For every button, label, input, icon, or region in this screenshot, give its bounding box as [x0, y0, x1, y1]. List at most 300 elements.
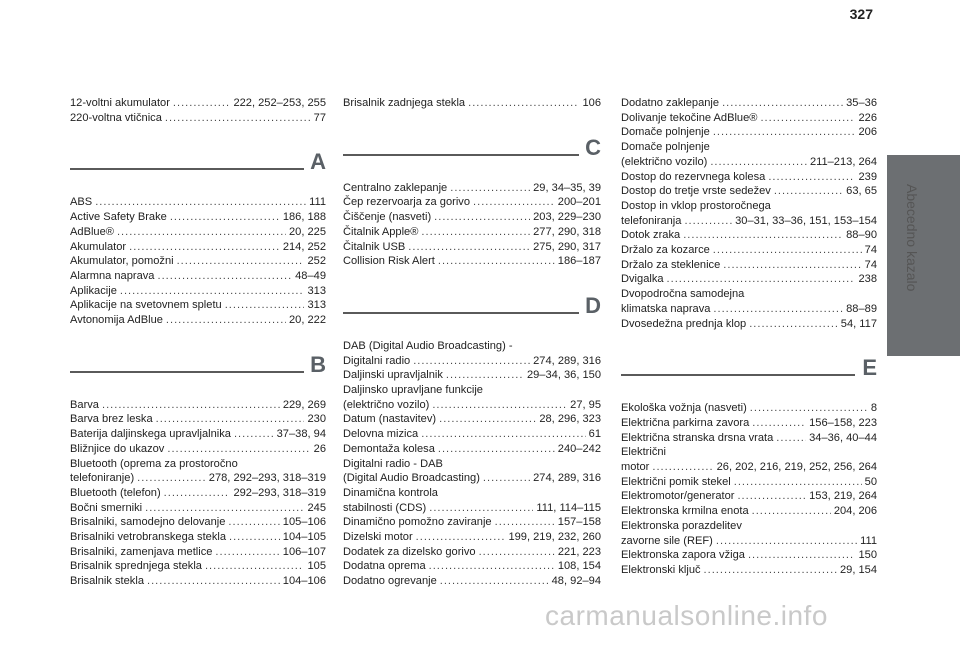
- index-entry: [70, 427, 326, 442]
- entry-pages: 239: [858, 170, 877, 183]
- index-entry: [621, 431, 877, 446]
- entry-text: Dostop do rezervnega kolesa: [621, 170, 766, 183]
- entry-text: (električno vozilo): [343, 398, 430, 411]
- index-entry-line: [70, 574, 326, 589]
- dot-leader: [722, 96, 843, 111]
- index-entry-line: [621, 445, 877, 460]
- entry-text: Električna parkirna zavora: [621, 416, 750, 429]
- entry-text: Digitalni radio - DAB: [343, 457, 443, 470]
- index-entry-line: [343, 195, 601, 210]
- dot-leader: [652, 460, 713, 475]
- entry-pages: 156–158, 223: [809, 416, 877, 429]
- index-entry: [343, 442, 601, 457]
- index-entry-line: [621, 287, 877, 302]
- entry-text: Alarmna naprava: [70, 269, 155, 282]
- index-entry: [343, 210, 601, 225]
- index-entry-line: [343, 254, 601, 269]
- index-entry-line: [70, 545, 326, 560]
- dot-leader: [177, 254, 305, 269]
- entry-pages: 186–187: [557, 255, 601, 268]
- entry-text: Dostop in vklop prostoročnega: [621, 199, 771, 212]
- dot-leader: [750, 401, 868, 416]
- dot-leader: [421, 225, 530, 240]
- index-entry: [621, 243, 877, 258]
- dot-leader: [667, 272, 856, 287]
- index-entry: [621, 258, 877, 273]
- entry-text: Bočni smerniki: [70, 501, 143, 514]
- dot-leader: [157, 269, 292, 284]
- dot-leader: [215, 545, 279, 560]
- index-entry-line: [621, 155, 877, 170]
- index-entry-line: [343, 545, 601, 560]
- entry-text: Električni pomik stekel: [621, 475, 731, 488]
- dot-leader: [429, 559, 555, 574]
- section-divider: [343, 312, 579, 314]
- index-entry-line: [621, 125, 877, 140]
- dot-leader: [167, 442, 310, 457]
- index-entry-line: [70, 195, 326, 210]
- entry-pages: 26: [313, 442, 326, 455]
- entry-pages: 29–34, 36, 150: [526, 369, 601, 382]
- entry-text: Elektronski ključ: [621, 563, 701, 576]
- section-divider: [621, 374, 855, 376]
- index-entry-line: [70, 412, 326, 427]
- entry-text: Električni: [621, 446, 667, 459]
- index-entry: [343, 427, 601, 442]
- entry-text: Ekološka vožnja (nasveti): [621, 402, 747, 415]
- index-entry: [70, 398, 326, 413]
- index-entry-line: [343, 339, 601, 354]
- dot-leader: [205, 559, 305, 574]
- index-entry: [70, 313, 326, 328]
- index-entry-line: [70, 559, 326, 574]
- dot-leader: [408, 240, 530, 255]
- entry-text: Dotok zraka: [621, 229, 681, 242]
- entry-text: telefoniranja: [621, 214, 682, 227]
- index-entry: [343, 574, 601, 589]
- index-entry: [621, 401, 877, 416]
- entry-pages: 274, 289, 316: [533, 472, 601, 485]
- entry-text: Elektronska zapora vžiga: [621, 549, 745, 562]
- entry-text: Brisalnik zadnjega stekla: [343, 97, 466, 109]
- index-entry-line: [621, 317, 877, 332]
- index-entry: [343, 515, 601, 530]
- entry-text: Brisalniki vetrobranskega stekla: [70, 531, 227, 544]
- entry-pages: 106–107: [282, 545, 326, 558]
- entry-text: 12-voltni akumulator: [70, 97, 170, 109]
- index-entry-line: [621, 302, 877, 317]
- index-entry: [343, 530, 601, 545]
- index-entry: [70, 284, 326, 299]
- index-entry: [621, 563, 877, 578]
- dot-leader: [145, 501, 304, 516]
- dot-leader: [683, 228, 843, 243]
- index-entry-line: [70, 210, 326, 225]
- entry-pages: 35–36: [846, 97, 877, 109]
- entry-text: Demontaža kolesa: [343, 442, 435, 455]
- dot-leader: [723, 258, 861, 273]
- index-entry: [70, 515, 326, 530]
- index-entry: [70, 501, 326, 516]
- entry-text: Daljinski upravljalnik: [343, 369, 443, 382]
- entry-pages: 203, 229–230: [533, 211, 601, 224]
- entry-text: Brisalniki, samodejno delovanje: [70, 516, 226, 529]
- entry-pages: 222, 252–253, 255: [233, 97, 326, 109]
- dot-leader: [479, 545, 555, 560]
- index-entry-line: [621, 258, 877, 273]
- index-entry-line: [343, 240, 601, 255]
- section-letter: E: [862, 355, 877, 381]
- dot-leader: [166, 313, 286, 328]
- index-entry: [343, 240, 601, 255]
- index-entry-line: [70, 530, 326, 545]
- index-entry-line: [343, 574, 601, 589]
- dot-leader: [228, 515, 279, 530]
- index-entry: [343, 181, 601, 196]
- entry-text: 220-voltna vtičnica: [70, 111, 162, 124]
- dot-leader: [137, 471, 206, 486]
- entry-pages: 105: [307, 560, 326, 573]
- entry-text: Elektronska porazdelitev: [621, 519, 742, 532]
- index-entry-line: [621, 475, 877, 490]
- entry-text: Dvopodročna samodejna: [621, 288, 745, 301]
- index-entry: [343, 96, 601, 111]
- section-letter: C: [585, 134, 601, 160]
- dot-leader: [438, 442, 555, 457]
- chapter-title: Abecedno kazalo: [904, 184, 920, 292]
- entry-text: Držalo za kozarce: [621, 244, 710, 257]
- index-entry: [70, 111, 326, 126]
- entry-text: Akumulator, pomožni: [70, 255, 174, 268]
- index-entry-line: [621, 199, 877, 214]
- index-column-2: [343, 96, 601, 589]
- entry-text: Brisalniki, zamenjava metlice: [70, 545, 213, 558]
- entry-pages: 211–213, 264: [809, 155, 877, 168]
- entry-pages: 74: [864, 258, 877, 271]
- dot-leader: [748, 548, 856, 563]
- dot-leader: [468, 96, 579, 111]
- entry-text: AdBlue®: [70, 225, 114, 238]
- index-entry-line: [343, 427, 601, 442]
- entry-pages: 150: [858, 549, 877, 562]
- entry-pages: 278, 292–293, 318–319: [208, 472, 326, 485]
- index-entry-line: [70, 269, 326, 284]
- dot-leader: [225, 298, 305, 313]
- index-entry-line: [343, 210, 601, 225]
- index-entry: [621, 489, 877, 504]
- dot-leader: [684, 214, 732, 229]
- entry-text: Držalo za steklenice: [621, 258, 721, 271]
- entry-pages: 88–89: [846, 302, 877, 315]
- entry-pages: 29, 34–35, 39: [533, 181, 601, 194]
- dot-leader: [713, 243, 862, 258]
- dot-leader: [713, 125, 856, 140]
- entry-pages: 104–106: [282, 575, 326, 588]
- dot-leader: [173, 96, 231, 111]
- index-entry-line: [621, 272, 877, 287]
- entry-pages: 74: [864, 244, 877, 257]
- dot-leader: [716, 534, 857, 549]
- dot-leader: [495, 515, 555, 530]
- index-entry-line: [343, 225, 601, 240]
- index-entry-line: [621, 214, 877, 229]
- index-entry-line: [70, 225, 326, 240]
- index-column-3: [621, 96, 877, 578]
- dot-leader: [446, 368, 524, 383]
- entry-text: Dostop do tretje vrste sedežev: [621, 185, 771, 198]
- index-entry-line: [343, 412, 601, 427]
- index-entry-line: [343, 457, 601, 472]
- index-entry-line: [621, 140, 877, 155]
- index-entry: [70, 442, 326, 457]
- index-entry-line: [621, 563, 877, 578]
- entry-pages: 230: [307, 413, 326, 426]
- entry-text: Čitalnik USB: [343, 240, 406, 253]
- entry-pages: 27, 95: [570, 398, 601, 411]
- dot-leader: [229, 530, 280, 545]
- index-entry-line: [343, 354, 601, 369]
- entry-text: Digitalni radio: [343, 354, 411, 367]
- dot-leader: [438, 254, 555, 269]
- dot-leader: [768, 170, 855, 185]
- entry-text: Dodatna oprema: [343, 560, 426, 573]
- index-entry: [70, 559, 326, 574]
- entry-text: Domače polnjenje: [621, 141, 710, 154]
- entry-pages: 88–90: [846, 229, 877, 242]
- index-entry-line: [343, 471, 601, 486]
- index-entry-line: [70, 442, 326, 457]
- entry-pages: 108, 154: [557, 560, 601, 573]
- index-entry: [621, 140, 877, 169]
- section-header-c: [343, 135, 601, 175]
- entry-pages: 206: [858, 126, 877, 139]
- index-entry: [621, 519, 877, 548]
- index-entry: [70, 225, 326, 240]
- index-entry: [70, 195, 326, 210]
- entry-text: Baterija daljinskega upravljalnika: [70, 428, 231, 441]
- entry-pages: 63, 65: [846, 185, 877, 198]
- entry-pages: 111: [860, 534, 877, 547]
- entry-text: klimatska naprava: [621, 302, 711, 315]
- entry-text: Dvigalka: [621, 273, 664, 286]
- index-entry-line: [621, 111, 877, 126]
- entry-text: Avtonomija AdBlue: [70, 314, 163, 327]
- entry-text: Bližnjice do ukazov: [70, 442, 165, 455]
- index-entry-line: [70, 501, 326, 516]
- entry-text: Elektronska krmilna enota: [621, 505, 749, 518]
- entry-pages: 153, 219, 264: [809, 490, 877, 503]
- entry-text: Dodatno zaklepanje: [621, 97, 720, 109]
- entry-text: Dizelski motor: [343, 531, 413, 544]
- dot-leader: [752, 504, 831, 519]
- entry-text: (električno vozilo): [621, 155, 708, 168]
- entry-pages: 37–38, 94: [276, 428, 326, 441]
- dot-leader: [760, 111, 855, 126]
- entry-pages: 245: [307, 501, 326, 514]
- section-header-e: [621, 355, 877, 395]
- entry-text: Dvosedežna prednja klop: [621, 317, 747, 330]
- index-entry: [621, 287, 877, 316]
- index-entry-line: [621, 460, 877, 475]
- entry-text: Bluetooth (oprema za prostoročno: [70, 457, 238, 470]
- dot-leader: [147, 574, 280, 589]
- entry-text: telefoniranje): [70, 472, 135, 485]
- index-entry-line: [621, 416, 877, 431]
- dot-leader: [737, 489, 806, 504]
- entry-text: Delovna mizica: [343, 428, 419, 441]
- index-entry-line: [621, 96, 877, 111]
- entry-text: Dinamično pomožno zaviranje: [343, 516, 492, 529]
- section-divider: [343, 154, 579, 156]
- index-column-1: [70, 96, 326, 589]
- section-header-b: [70, 352, 326, 392]
- index-entry-line: [70, 457, 326, 472]
- entry-pages: 111: [309, 196, 326, 209]
- dot-leader: [450, 181, 530, 196]
- entry-text: Barva brez leska: [70, 413, 153, 426]
- index-entry-line: [343, 501, 601, 516]
- index-entry: [621, 416, 877, 431]
- index-entry: [343, 368, 601, 383]
- dot-leader: [704, 563, 837, 578]
- index-entry: [621, 445, 877, 474]
- entry-text: Datum (nastavitev): [343, 413, 437, 426]
- dot-leader: [774, 184, 843, 199]
- dot-leader: [164, 486, 231, 501]
- entry-pages: 104–105: [282, 531, 326, 544]
- section-divider: [70, 371, 304, 373]
- entry-pages: 252: [307, 255, 326, 268]
- index-entry: [70, 269, 326, 284]
- entry-pages: 77: [313, 111, 326, 124]
- index-entry: [70, 298, 326, 313]
- entry-pages: 238: [858, 273, 877, 286]
- entry-pages: 199, 219, 232, 260: [508, 531, 601, 544]
- section-header-a: [70, 149, 326, 189]
- index-entry: [70, 486, 326, 501]
- watermark: carmanualsonline.info: [545, 600, 828, 631]
- entry-text: Active Safety Brake: [70, 211, 167, 224]
- index-entry: [70, 412, 326, 427]
- index-entry: [70, 210, 326, 225]
- entry-pages: 105–106: [282, 516, 326, 529]
- index-entry-line: [343, 383, 601, 398]
- dot-leader: [439, 412, 536, 427]
- entry-pages: 61: [588, 428, 601, 441]
- index-entry-line: [621, 504, 877, 519]
- dot-leader: [234, 427, 274, 442]
- index-entry: [621, 184, 877, 199]
- index-entry: [343, 195, 601, 210]
- dot-leader: [749, 317, 838, 332]
- index-entry-line: [70, 515, 326, 530]
- dot-leader: [117, 225, 286, 240]
- entry-pages: 26, 202, 216, 219, 252, 256, 264: [716, 461, 877, 474]
- index-entry-line: [70, 471, 326, 486]
- entry-text: stabilnosti (CDS): [343, 501, 427, 514]
- index-entry-line: [343, 181, 601, 196]
- entry-text: Brisalnik sprednjega stekla: [70, 560, 202, 573]
- index-entry-line: [70, 96, 326, 111]
- dot-leader: [483, 471, 530, 486]
- entry-pages: 186, 188: [282, 211, 326, 224]
- index-entry-line: [343, 559, 601, 574]
- entry-pages: 34–36, 40–44: [809, 431, 877, 444]
- index-entry-line: [343, 398, 601, 413]
- entry-pages: 214, 252: [282, 240, 326, 253]
- index-entry: [621, 475, 877, 490]
- entry-pages: 157–158: [557, 516, 601, 529]
- index-entry: [621, 548, 877, 563]
- index-entry-line: [343, 530, 601, 545]
- entry-text: Collision Risk Alert: [343, 255, 435, 268]
- index-entry: [343, 545, 601, 560]
- index-entry-line: [343, 442, 601, 457]
- entry-pages: 229, 269: [282, 398, 326, 411]
- section-letter: A: [310, 149, 326, 175]
- entry-text: Čitalnik Apple®: [343, 225, 419, 238]
- dot-leader: [432, 398, 567, 413]
- index-entry-line: [343, 515, 601, 530]
- dot-leader: [434, 210, 530, 225]
- index-entry: [343, 559, 601, 574]
- entry-pages: 30–31, 33–36, 151, 153–154: [735, 214, 877, 227]
- index-entry: [70, 96, 326, 111]
- dot-leader: [473, 195, 555, 210]
- index-entry-line: [621, 243, 877, 258]
- entry-text: zavorne sile (REF): [621, 534, 713, 547]
- index-entry-line: [343, 96, 601, 111]
- entry-text: Čiščenje (nasveti): [343, 211, 432, 224]
- dot-leader: [416, 530, 506, 545]
- dot-leader: [710, 155, 807, 170]
- index-entry: [621, 199, 877, 228]
- index-entry: [343, 412, 601, 427]
- entry-text: Bluetooth (telefon): [70, 486, 161, 499]
- entry-text: Daljinsko upravljane funkcije: [343, 384, 483, 397]
- index-entry-line: [343, 486, 601, 501]
- entry-text: motor: [621, 461, 650, 474]
- entry-pages: 274, 289, 316: [533, 354, 601, 367]
- entry-text: Električna stranska drsna vrata: [621, 431, 774, 444]
- index-entry: [621, 96, 877, 111]
- entry-pages: 48–49: [295, 269, 326, 282]
- entry-pages: 29, 154: [839, 563, 877, 576]
- entry-text: Centralno zaklepanje: [343, 181, 448, 194]
- entry-pages: 20, 225: [288, 225, 326, 238]
- entry-text: DAB (Digital Audio Broadcasting) -: [343, 339, 513, 352]
- dot-leader: [102, 398, 280, 413]
- entry-text: Domače polnjenje: [621, 126, 710, 139]
- entry-pages: 240–242: [557, 442, 601, 455]
- entry-text: (Digital Audio Broadcasting): [343, 472, 480, 485]
- entry-pages: 226: [858, 111, 877, 124]
- entry-text: Dodatek za dizelsko gorivo: [343, 545, 476, 558]
- index-entry-line: [621, 489, 877, 504]
- entry-pages: 106: [582, 97, 601, 109]
- entry-text: Aplikacije: [70, 284, 117, 297]
- index-entry-line: [70, 298, 326, 313]
- index-entry-line: [621, 170, 877, 185]
- entry-pages: 204, 206: [833, 505, 877, 518]
- index-entry: [343, 383, 601, 412]
- entry-pages: 28, 296, 323: [539, 413, 601, 426]
- section-letter: B: [310, 351, 326, 377]
- section-letter: D: [585, 292, 601, 318]
- dot-leader: [170, 210, 280, 225]
- entry-pages: 20, 222: [288, 314, 326, 327]
- entry-pages: 48, 92–94: [551, 575, 601, 588]
